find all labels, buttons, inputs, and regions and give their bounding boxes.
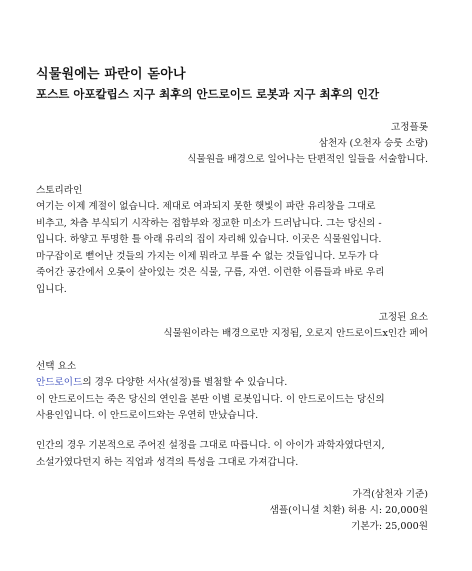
document-subtitle: 포스트 아포칼립스 지구 최후의 안드로이드 로봇과 지구 최후의 인간: [36, 87, 380, 101]
options-line-2: 이 안드로이드는 죽은 당신의 연인을 본딴 이별 로봇입니다. 이 안드로이드는 당신의: [36, 393, 385, 405]
options-body: [36, 375, 428, 425]
fixed-elements-text: 식물원이라는 배경으로만 지정됨, 오로지 안드로이드x인간 페어: [163, 328, 428, 339]
options-line-3: 사용인입니다. 이 안드로이드와는 우연히 만났습니다.: [36, 410, 259, 422]
price-sample: 샘플(이니셜 치환) 허용 시: 20,000원: [269, 505, 428, 516]
storyline-line: 비추고, 차츰 부식되기 시작하는 접합부와 정교한 미소가 드러납니다. 그는 당신의 -: [36, 217, 382, 229]
price-heading: 가격(삼천자 기준): [352, 489, 428, 500]
price-base: 기본가: 25,000원: [351, 521, 428, 532]
storyline-body: [36, 199, 428, 299]
storyline-line: 여기는 이제 계절이 없습니다. 제대로 여과되지 못한 햇빛이 파란 유리창을 그대로: [36, 201, 376, 212]
storyline-line: 입니다. 하얗고 투명한 틀 아래 유리의 집이 자리해 있습니다. 이곳은 식물원입니다.: [36, 234, 382, 246]
fixed-elements-heading: 고정된 요소: [378, 312, 428, 323]
human-line-2: 소설가였다던지 하는 직업과 성격의 특성을 그대로 가져갑니다.: [36, 456, 299, 468]
storyline-line: 마구잡이로 뻗어난 것들의 가지는 이제 뭐라고 부를 수 없는 것들입니다. 모두가 다: [36, 250, 379, 262]
document-title: 식물원에는 파란이 돋아나: [36, 67, 186, 82]
storyline-line: 입니다.: [36, 283, 67, 295]
fixed-plot-length: 삼천자 (오천자 승룻 소량): [318, 138, 428, 149]
storyline-heading: 스토리라인: [36, 185, 83, 196]
storyline-line: 죽어간 공간에서 오롯이 살아있는 것은 식물, 구름, 자연. 이런한 이름들과 바로 우리: [36, 267, 385, 279]
android-link[interactable]: 안드로이드: [36, 377, 83, 388]
options-line-1-text: 의 경우 다양한 서사(설정)를 별첨할 수 있습니다.: [82, 377, 288, 388]
options-line-1: [36, 375, 428, 392]
fixed-plot-heading: 고정플롯: [390, 122, 428, 133]
options-heading: 선택 요소: [36, 361, 77, 372]
human-options-body: [36, 438, 428, 471]
human-line-1: 인간의 경우 기본적으로 주어진 설정을 그대로 따릅니다. 이 아이가 과학자였다던지,: [36, 440, 385, 451]
fixed-plot-description: 식물원을 배경으로 일어나는 단편적인 일들을 서술합니다.: [187, 154, 428, 165]
